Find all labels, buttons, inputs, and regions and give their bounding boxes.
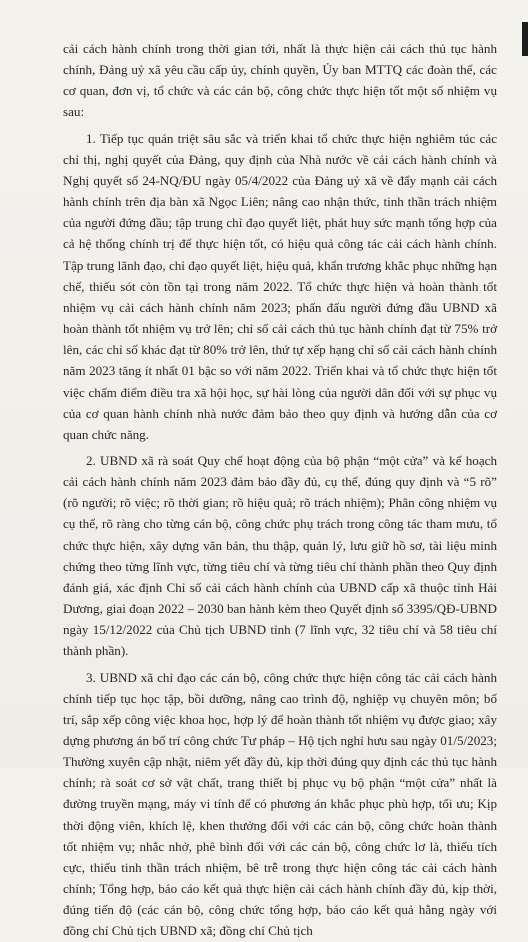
- paragraph-item-3: 3. UBND xã chỉ đạo các cán bộ, công chức thực hiện công tác cải cách hành chính tiếp tục học tập, bồi dưỡng, nâng cao trình độ, nghiệp vụ chuyên môn; bố trí, sắp xếp công việc khoa học, hợp lý để hoàn thành tốt nhiệm vụ được giao; xây dựng phương án bố trí công chức Tư pháp – Hộ tịch nghỉ hưu sau ngày 01/5/2023; Thường xuyên cập nhật, niêm yết đầy đủ, kịp thời đúng quy định các thủ tục hành chính; rà soát cơ sở vật chất, trang thiết bị phục vụ bộ phận “một cửa” nhất là đường truyền mạng, máy vi tính để có phương án khắc phục phù hợp, tối ưu; Kịp thời động viên, khích lệ, khen thưởng đối với các cán bộ, công chức hoàn thành tốt nhiệm vụ; nhắc nhở, phê bình đối với các cán bộ, công chức lơ là, thiếu tích cực, thiếu tinh thần trách nhiệm, bê trễ trong thực hiện công tác cải cách hành chính; Tổng hợp, báo cáo kết quả thực hiện cải cách hành chính đầy đủ, kịp thời, đúng tiến độ (các cán bộ, công chức tổng hợp, báo cáo kết quả hằng ngày với đồng chí Chủ tịch UBND xã; đồng chí Chủ tịch: [63, 669, 497, 939]
- scan-edge-mark: [522, 22, 528, 56]
- paragraph-item-1: 1. Tiếp tục quán triệt sâu sắc và triển khai tổ chức thực hiện nghiêm túc các chỉ thị, nghị quyết của Đảng, quy định của Nhà nước về cải cách hành chính và Nghị quyết số 24-NQ/ĐU ngày 05/4/2022 của Đảng uỷ xã về đẩy mạnh cải cách hành chính trên địa bàn xã Ngọc Liên; nâng cao nhận thức, tinh thần trách nhiệm của người đứng đầu; tập trung chỉ đạo quyết liệt, phát huy sức mạnh tổng hợp của cả hệ thống chính trị để thực hiện tốt, có hiệu quả công tác cải cách hành chính. Tập trung lãnh đạo, chỉ đạo quyết liệt, hiệu quả, khẩn trương khắc phục những hạn chế, thiếu sót còn tồn tại trong năm 2022. Tổ chức thực hiện và hoàn thành tốt nhiệm vụ cải cách hành chính năm 2023; phấn đấu người đứng đầu UBND xã hoàn thành tốt nhiệm vụ trở lên; chỉ số cải cách thủ tục hành chính đạt từ 75% trở lên, các chỉ số khác đạt từ 80% trở lên, thứ tự xếp hạng chỉ số cải cách hành chính năm 2023 tăng ít nhất 01 bậc so với năm 2022. Triển khai và tổ chức thực hiện tốt việc chấm điểm điều tra xã hội học, sự hài lòng của người dân đối với sự phục vụ của cơ quan hành chính nhà nước đảm bảo theo quy định và hướng dẫn của cơ quan chức năng.: [63, 130, 497, 442]
- document-body: [63, 38, 497, 942]
- paragraph-item-2: 2. UBND xã rà soát Quy chế hoạt động của bộ phận “một cửa” và kế hoạch cải cách hành chính năm 2023 đảm bảo đầy đủ, cụ thể, đúng quy định và “5 rõ” (rõ người; rõ việc; rõ thời gian; rõ hiệu quả; rõ trách nhiệm); Phân công nhiệm vụ cụ thể, rõ ràng cho từng cán bộ, công chức phụ trách trong công tác tham mưu, tổ chức thực hiện, xây dựng văn bản, thu thập, quản lý, lưu giữ hồ sơ, tài liệu minh chứng theo từng lĩnh vực, từng tiêu chí và từng tiêu chí thành phần theo Quy định đánh giá, xác định Chỉ số cải cách hành chính của UBND cấp xã thuộc tỉnh Hải Dương, giai đoạn 2022 – 2030 ban hành kèm theo Quyết định số 3395/QĐ-UBND ngày 15/12/2022 của Chủ tịch UBND tỉnh (7 lĩnh vực, 32 tiêu chí và 58 tiêu chí thành phần).: [63, 452, 497, 659]
- paragraph-intro: cải cách hành chính trong thời gian tới, nhất là thực hiện cải cách thủ tục hành chính, Đảng uỷ xã yêu cầu cấp ủy, chính quyền, Ủy ban MTTQ các đoàn thể, các cơ quan, đơn vị, tổ chức và các cán bộ, công chức thực hiện tốt một số nhiệm vụ sau:: [63, 41, 497, 120]
